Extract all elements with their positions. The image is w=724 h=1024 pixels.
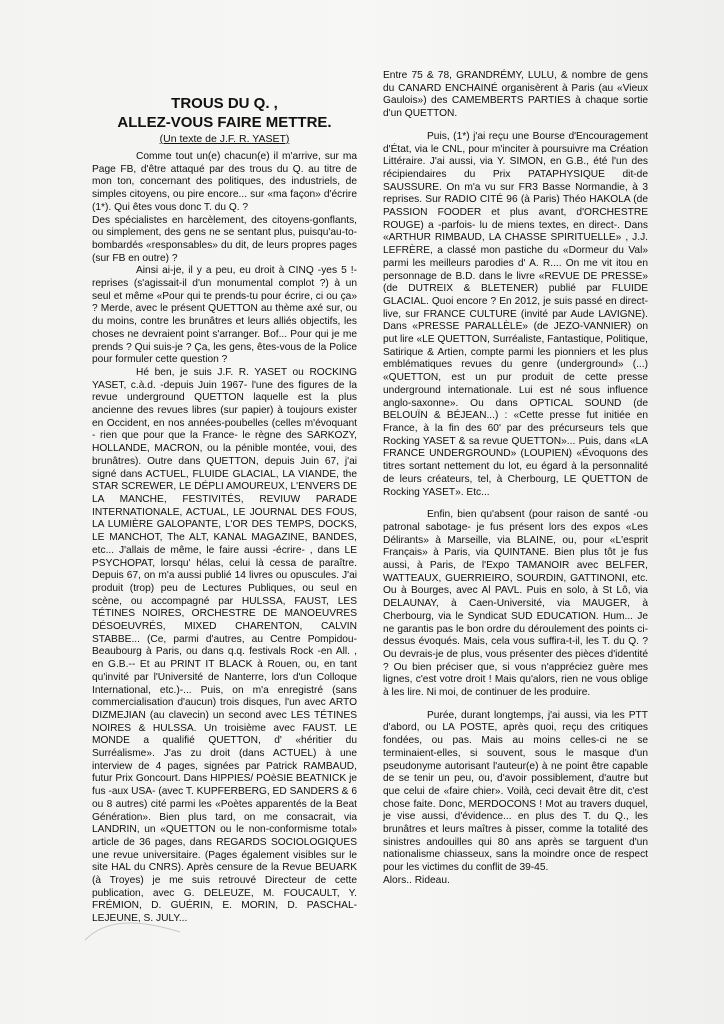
- left-column: [92, 94, 357, 926]
- paragraph: Comme tout un(e) chacun(e) il m'arrive, sur ma Page FB, d'être attaqué par des trous du Q. au titre de mon ton, concernant des politiques, des industriels, de simples citoyens, ou pire encore... sur «ma façon» d'écrire (1*). Qui êtes vous donc T. du Q. ?: [92, 151, 357, 213]
- paragraph: Entre 75 & 78, GRANDRÉMY, LULU, & nombre de gens du CANARD ENCHAINÉ organisèrent à Paris (au «Vieux Gaulois») des CAMEMBERTS PARTIES à chaque sortie d'un QUETTON.: [383, 70, 648, 120]
- title-line-2: ALLEZ-VOUS FAIRE METTRE.: [117, 114, 332, 131]
- paragraph: Enfin, bien qu'absent (pour raison de santé -ou patronal sabotage- je fus présent lors des expos «Les Délirants» à Marseille, via BLAINE, ou, pour «L'esprit Français» à Paris, via QUINTANE. Bien plus tôt je fus aussi, à Paris, de l'Expo TAMANOIR avec BELFER, WATTEAUX, GUERRIEIRO, SOURDIN, GATTINONI, etc. Ou à Bourges, avec Al PAVL. Puis en solo, à St Lô, via DELAUNAY, à Caen-Université, via MAUGER, à Cherbourg, via le Syndicat SUD EDUCATION. Hum... Je ne garantis pas le bon ordre du déroulement des points ci-dessus évoqués. Mais, cela vous suffira-t-il, les T. du Q. ? Ou devrais-je de plus, vous présenter des pièces d'identité ? Ou bien préciser que, si vous n'appréciez guère mes lignes, c'est votre droit ! Mais qu'alors, rien ne vous oblige à les lire. Ni moi, de continuer de les produire.: [383, 509, 648, 699]
- paragraph: Hé ben, je suis J.F. R. YASET ou ROCKING YASET, c.à.d. -depuis Juin 1967- l'une des figures de la revue underground QUETTON laquelle est la plus ancienne des revues libres (sur papier) à toujours exister en Occident, en nos années-poubelles (celles m'évoquant - rien que pour que la France- le règne des SARKOZY, HOLLANDE, MACRON, ou la pénible montée, voui, des brunâtres). Outre dans QUETTON, depuis Juin 67, j'ai signé dans ACTUEL, FLUIDE GLACIAL, LA VIANDE, the STAR SCREWER, LE DÉPLI AMOUREUX, L'ENVERS DE LA MANCHE, FESTIVITÉS, REVIUW PARADE INTERNATIONALE, ACTUAL, LE JOURNAL DES FOUS, LA LUMIÈRE GALOPANTE, L'OR DES TEMPS, DOCKS, LE MANCHOT, The ALT, KANAL MAGAZINE, BANDES, etc... J'allais de même, le faire aussi -écrire- , dans LE PSYCHOPAT, lorsqu' hélas, celui là cessa de paraître. Depuis 67, on m'a aussi publié 14 livres ou opuscules. J'ai produit (trop) peu de Lectures Publiques, ou seul en scène, ou accompagné par HULSSA, FAUST, LES TÉTINES NOIRES, ORCHESTRE DE MANOEUVRES DÉSOEUVRÉS, MIXED CHARENTON, CALVIN STABBE... (Ce, parmi d'autres, au Centre Pompidou-Beaubourg à Paris, ou dans q.q. festivals Rock -en All. , en G.B.-- Et au PRINT IT BLACK à Rouen, ou, en tant qu'invité par l'Université de Nanterre, lors d'un Colloque International, etc.)-... Puis, on m'a enregistré (sans commercialisation d'aucun) trois disques, l'un avec ARTO DIZMEJIAN (au clavecin) un second avec LES TÉTINES NOIRES & HULSSA. Un troisième avec FAUST. LE MONDE a qualifié QUETTON, d' «héritier du Surréalisme». J'as zu droit (dans ACTUEL) à une interview de 4 pages, signées par Patrick RAMBAUD, futur Prix Goncourt. Dans HIPPIES/ POèSIE BEATNICK je fus -aux USA- (avec T. KUPFERBERG, ED SANDERS & 6 ou 8 autres) cité parmi les «Poètes apparentés de la Beat Génération». Bien plus tard, on me consacrait, via LANDRIN, un «QUETTON ou le non-conformisme total» article de 36 pages, dans REGARDS SOCIOLOGIQUES une revue universitaire. (Pages également visibles sur le site HAL du CNRS). Après censure de la Revue BEUARK (à Troyes) je me suis retrouvé Directeur de cette publication, avec G. DELEUZE, M. FOUCAULT, Y. FRÉMION, D. GUÉRIN, E. MORIN, D. PASCHAL-LEJEUNE, S. JULY...: [92, 366, 357, 925]
- right-column: [383, 70, 648, 888]
- article-byline: (Un texte de J.F. R. YASET): [159, 133, 290, 145]
- paragraph: Purée, durant longtemps, j'ai aussi, via les PTT d'abord, ou LA POSTE, après quoi, reçu des critiques fondées, ou pas. Mais au moins celles-ci ne se terminaient-elles, si souvent, sous le masque d'un pseudonyme autorisant l'auteur(e) à ne point être capable de se tenir un peu, ou, d'avoir possiblement, d'autre but que celui de «faire chier». Voilà, ceci devait être dit, c'est chose faite. Donc, MERDOCONS ! Mot au travers duquel, je vise aussi, d'évidence... en plus des T. du Q., les brunâtres et leurs maîtres à pisser, comme la totalité des sinistres andouilles qui 80 ans après se targuent d'un nationalisme chiasseux, sans la moindre once de respect pour les victimes du conflit de 39-45.: [383, 709, 648, 874]
- paragraph: Puis, (1*) j'ai reçu une Bourse d'Encouragement d'État, via le CNL, pour m'inciter à poursuivre ma Création Littéraire. J'ai aussi, via Y. SIMON, en G.B., été l'un des récipiendaires du Prix PATAPHYSIQUE dit-de SAUSSURE. On m'a vu sur FR3 Basse Normandie, à 3 reprises. Sur RADIO CITÉ 96 (à Paris) Théo HAKOLA (de PASSION FOODER et plus avant, d'ORCHESTRE ROUGE) a -parfois- lu de miens textes, en direct-. Dans «ARTHUR RIMBAUD, LA CHASSE SPIRITUELLE» , J.J. LEFRÈRE, a classé mon pastiche du «Dormeur du Val» parmi les meilleurs parodies d' A. R.... On me vit itou en personnage de B.D. dans le livre «REVUE DE PRESSE» (de DUTREIX & BLETENER) publié par FLUIDE GLACIAL. Quoi encore ? En 2012, je suis passé en direct-live, sur FRANCE CULTURE (invité par Aude LAVIGNE). Dans «PRESSE PARALLÈLE» (de JEZO-VANNIER) on put lire «LE QUETTON, Surréaliste, Fantastique, Politique, Satirique & Artien, compte parmi les pionniers et les plus emblématiques revues du genre (underground» (...) «QUETTON, est un pur produit de cette presse underground internationale. Lui est né sous influence anglo-saxonne». Ou dans OPTICAL SOUND (de BELOUÏN & BÉJEAN...) : «Cette presse fut initiée en France, à la fin des 60' par des précurseurs tels que Rocking YASET & sa revue QUETTON»... Puis, dans «LA FRANCE UNDERGROUND» (LOUPIEN) «Évoquons des titres sortant nettement du lot, eu égard à la personnalité de leurs créateurs, tel, à Cherbourg, LE QUETTON de Rocking YASET». Etc...: [383, 130, 648, 498]
- article-title: [92, 94, 357, 132]
- paragraph: Des spécialistes en harcèlement, des citoyens-gonflants, ou simplement, des gens ne se sentant plus, puisqu'au-to-bombardés «responsables» du dit, de leurs propres pages (sur FB en outre) ?: [92, 214, 357, 264]
- title-line-1: TROUS DU Q. ,: [171, 95, 278, 112]
- paragraph: Ainsi ai-je, il y a peu, eu droit à CINQ -yes 5 !- reprises (s'agissait-il d'un monumental complot ?) à un seul et même «Pour qui te prends-tu pour écrire, ci ou ça» ? Merde, avec le présent QUETTON au thème axé sur, ou du moins, contre les brunâtres et leurs alliés objectifs, les choses ne devraient point s'arranger. Bof... Pour qui je me prends ? Qui suis-je ? Ça, les gens, êtes-vous de la Police pour formuler cette question ?: [92, 265, 357, 366]
- paragraph: Alors.. Rideau.: [383, 874, 450, 886]
